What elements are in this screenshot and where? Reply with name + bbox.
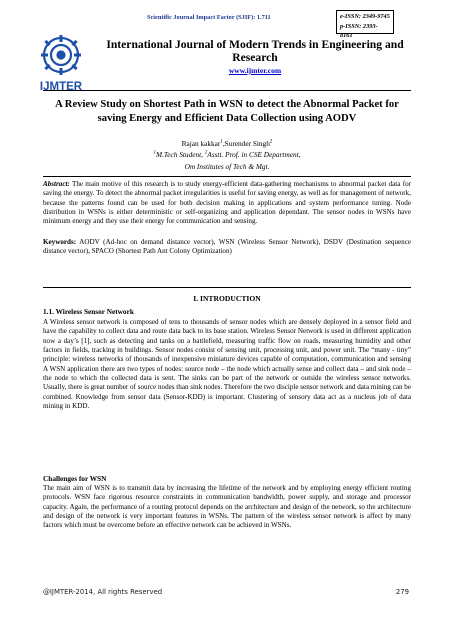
affil-1-sup: 1 (153, 150, 157, 156)
author-2: ,Surender Singh (222, 139, 270, 148)
footer-copyright: @IJMTER-2014, All rights Reserved (43, 588, 163, 596)
institute: Om Institutes of Tech & Mgt. (184, 162, 270, 171)
logo-text: IJMTER (39, 81, 83, 93)
eissn: e-ISSN: 2349-9745 (340, 13, 390, 20)
sjif-label: Scientific Journal Impact Factor (SJIF): 1.711 (147, 14, 271, 21)
keywords-text: AODV (Ad-hoc on demand distance vector), WSN (Wireless Sensor Network), DSDV (Destination sequence distance vector), SPACO (Shortest Path Ant Colony Optimization) (43, 238, 411, 256)
subsection-heading-wsn: 1.1. Wireless Sensor Network (43, 307, 134, 316)
ijmter-logo-icon (31, 33, 91, 95)
affil-2-sup: 2 (204, 150, 208, 156)
abstract-text: The main motive of this research is to study energy-efficient data-gathering mechanisms to abnormal packet data for saving the energy. To detect the abnormal packet irregularities is useful for saving energy, as well as for management of network, because the patterns found can be used for both decision making in applications and system performance tuning. Node distribution in WSNs is either deterministic or self-organizing and application dependant. The sensor nodes in WSNs have minimum energy and they use their energy for communication and sensing. (43, 180, 411, 226)
affil-1: M.Tech Student, (156, 150, 205, 159)
paragraph-challenges: The main aim of WSN is to transmit data by increasing the lifetime of the network and by employing energy efficient routing protocols. WSN face rigorous resource constraints in communication bandwidth, power supply, and storage and processor capacity. Again, the performance of a routing protocol depends on the architecture and design of the network, so the architecture and design of the network is very important features in WSNs. The pattern of the wireless sensor network is affect by many factors which must be overcome before an effective network can be achieved in WSNs. (43, 484, 411, 530)
subsection-heading-challenges: Challenges for WSN (43, 474, 107, 483)
issn-box (336, 10, 394, 39)
paper-title: A Review Study on Shortest Path in WSN to detect the Abnormal Packet for saving Energy and Efficient Data Collection using AODV (55, 99, 399, 124)
author-1: Rajan kakkar (181, 139, 221, 148)
authors (48, 139, 406, 148)
affiliation (48, 150, 406, 159)
abstract (43, 180, 411, 227)
header-divider (43, 90, 411, 91)
abstract-divider-top (43, 176, 411, 177)
section-heading-introduction: I. INTRODUCTION (193, 294, 261, 303)
keywords (43, 238, 411, 257)
author-1-sup: 1 (220, 139, 223, 145)
paragraph-wsn: A Wireless sensor network is composed of tens to thousands of sensor nodes which are densely deployed in a sensor field and have the capability to collect data and route data back to its base station. Wireless Sensor Network is used in different application now a day’s [1], such as detecting and tanks on a battlefield, measuring traffic flow on roads, measuring humidity and other factors in fields, tracking in buildings. Sensor nodes consist of sensing unit, processing unit, and power unit. The “many - tiny” principle: wireless networks of thousands of inexpensive miniature devices capable of computation, communication and sensing A WSN application there are two types of nodes: source node – the node which actually sense and collect data – and sink node – the node to which the collected data is sent. The sinks can be part of the network or outside the wireless sensor networks. Usually, there is great number of source nodes than sink nodes. Therefore the two disciple sensor network and data mining can be combined. Knowledge from sensor data (Sensor-KDD) is important. Clustering of sensory data act as a nucleus job of data mining in KDD. (43, 318, 411, 411)
affil-2: Asstt. Prof. in CSE Department, (207, 150, 301, 159)
page-number: 279 (395, 588, 409, 596)
abstract-label: Abstract: (43, 180, 70, 188)
journal-url-link[interactable]: www.ijmter.com (228, 66, 282, 75)
keywords-label: Keywords: (43, 238, 77, 246)
author-2-sup: 2 (269, 139, 273, 145)
keywords-divider (43, 287, 411, 288)
pissn: p-ISSN: 2393-8161 (340, 22, 378, 39)
journal-title: International Journal of Modern Trends in Engineering and Research (106, 38, 404, 64)
